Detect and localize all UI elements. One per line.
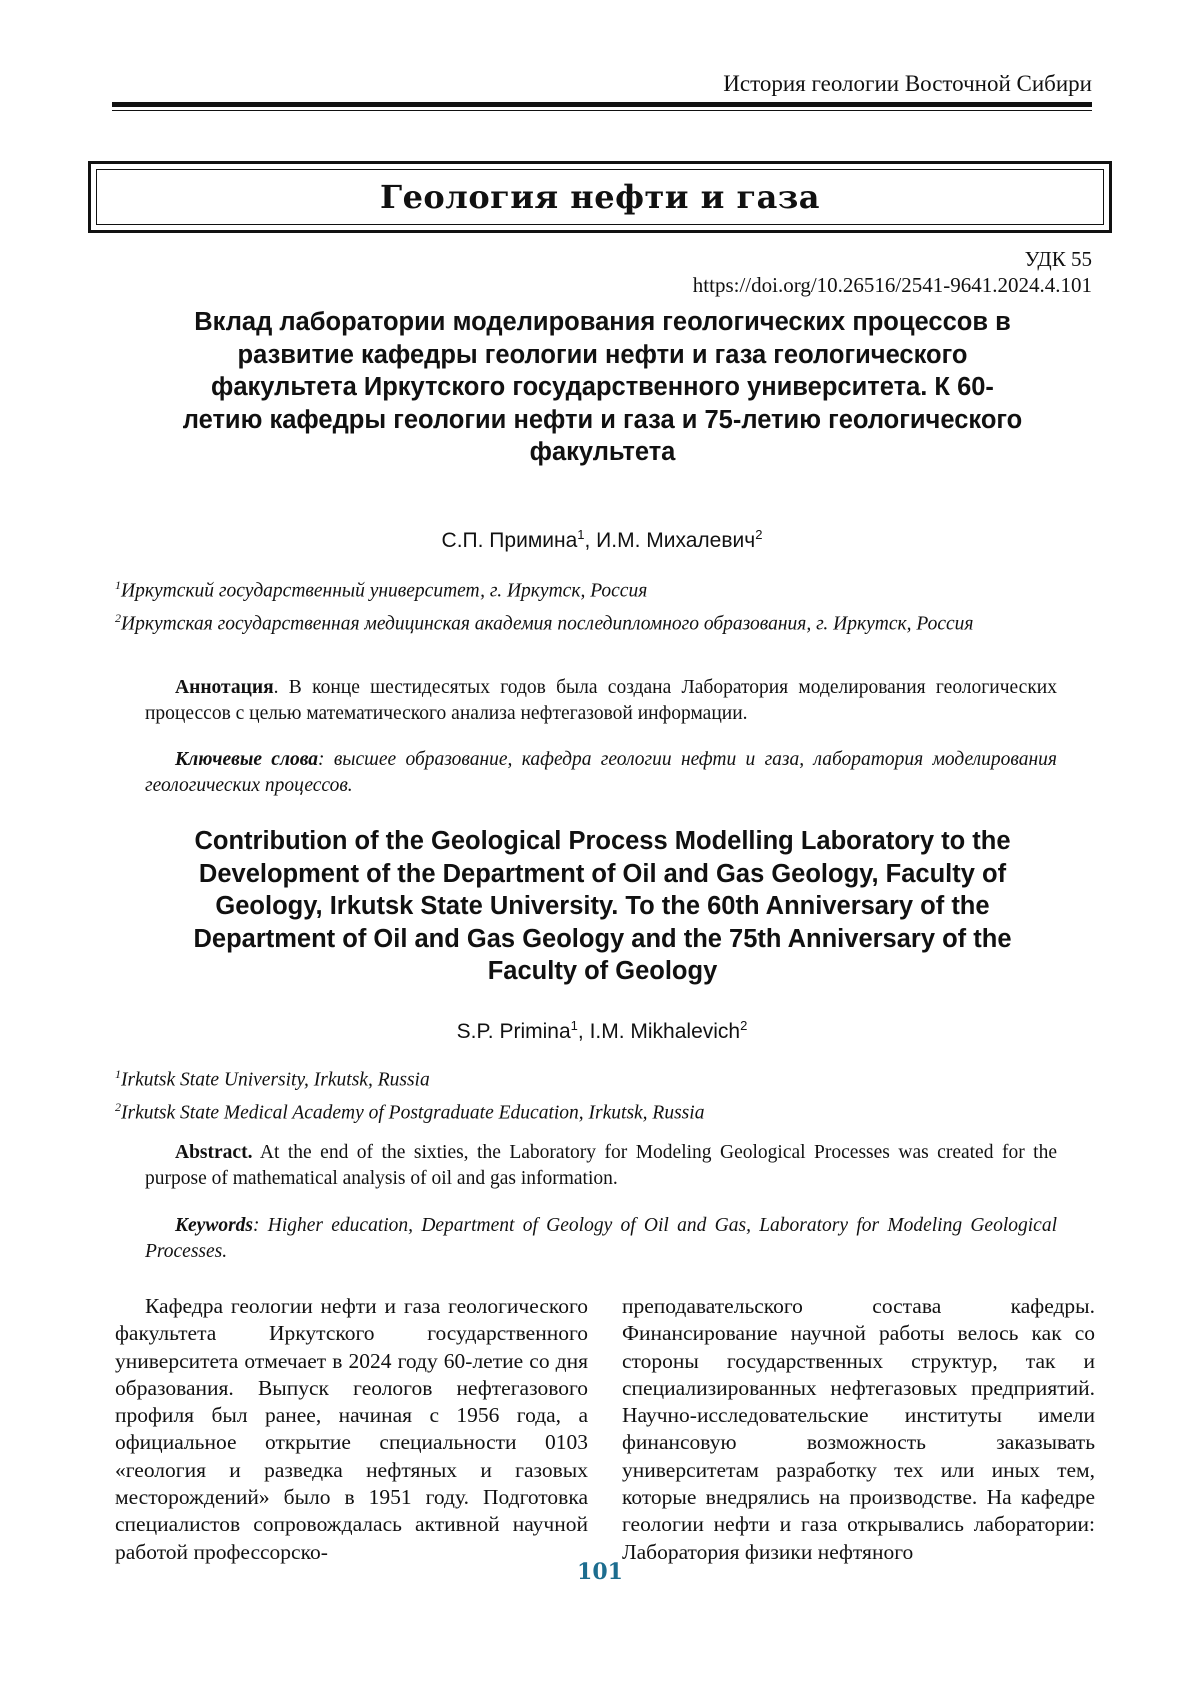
abstract-ru <box>145 675 1057 727</box>
keywords-label: Ключевые слова <box>175 749 319 770</box>
author-separator: , <box>577 1020 590 1043</box>
affiliation-text: Иркутская государственная медицинская академия последипломного образования, г. Иркутск, Россия <box>121 613 974 634</box>
affiliations-en <box>115 1061 1092 1126</box>
header-rule <box>112 102 1092 107</box>
body-paragraph: преподавательского состава кафедры. Финансирование научной работы велось как со стороны государственных структур, так и специализированных нефтегазовых предприятий. Научно-исследовательские институты имели финансовую возможность заказывать университетам разработку тех или иных тем, которые внедрялись на производстве. На кафедре геологии нефти и газа открывались лаборатории: Лаборатория физики нефтяного <box>622 1294 1095 1564</box>
article-title-en <box>130 825 1075 988</box>
affiliation-item <box>115 1094 1092 1127</box>
keywords-text: : Higher education, Department of Geology of Oil and Gas, Laboratory for Modeling Geological Processes. <box>145 1215 1057 1262</box>
keywords-text: : высшее образование, кафедра геологии нефти и газа, лаборатория моделирования геологических процессов. <box>145 749 1057 796</box>
keywords-en <box>145 1213 1057 1265</box>
affiliation-text: Иркутский государственный университет, г. Иркутск, Россия <box>121 580 648 602</box>
author-name: S.P. Primina <box>456 1020 571 1043</box>
affiliations-ru <box>115 572 1092 637</box>
section-title: Геология нефти и газа <box>379 178 821 216</box>
body-paragraph: Кафедра геологии нефти и газа геологического факультета Иркутского государственного университета отмечает в 2024 году 60-летие со дня образования. Выпуск геологов нефтегазового профиля был ранее, начиная с 1956 года, а официальное открытие специальности 0103 «геология и разведка нефтяных и газовых месторождений» было в 1951 году. Подготовка специалистов сопровождалась активной научной работой профессорско- <box>115 1294 588 1564</box>
author-affiliation-mark: 1 <box>577 527 585 542</box>
title-line: Department of Oil and Gas Geology and the 75th Anniversary of the <box>193 924 1012 953</box>
section-banner <box>88 161 1112 233</box>
title-line: Geology, Irkutsk State University. To the 60th Anniversary of the <box>215 892 990 920</box>
affiliation-mark: 1 <box>115 578 121 592</box>
body-column-right <box>622 1293 1095 1566</box>
udc-code: УДК 55 <box>1024 247 1092 271</box>
abstract-text: . В конце шестидесятых годов была создана Лаборатория моделирования геологических процессов с целью математического анализа нефтегазовой информации. <box>145 677 1057 724</box>
header-rule-thin <box>112 110 1092 111</box>
author-name: С.П. Примина <box>441 529 578 552</box>
affiliation-mark: 2 <box>115 1099 121 1114</box>
affiliation-mark: 1 <box>115 1067 121 1081</box>
author-name: I.M. Mikhalevich <box>589 1020 741 1043</box>
abstract-label: Аннотация <box>175 677 274 698</box>
authors-ru <box>112 522 1092 554</box>
keywords-label: Keywords <box>175 1215 253 1236</box>
author-separator: , <box>584 529 597 552</box>
title-line: летию кафедры геологии нефти и газа и 75-летию геологического <box>182 405 1023 434</box>
abstract-label: Abstract. <box>175 1142 253 1163</box>
title-line: Contribution of the Geological Process Modelling Laboratory to the <box>194 827 1011 855</box>
affiliation-item <box>115 605 1092 638</box>
article-title-ru <box>130 306 1075 469</box>
title-line: факультета Иркутского государственного университета. К 60- <box>211 373 994 401</box>
affiliation-text: Irkutsk State Medical Academy of Postgraduate Education, Irkutsk, Russia <box>121 1102 705 1123</box>
page-number: 101 <box>577 1559 623 1585</box>
abstract-text: At the end of the sixties, the Laboratory for Modeling Geological Processes was created for the purpose of mathematical analysis of oil and gas information. <box>145 1142 1057 1189</box>
abstract-en <box>145 1140 1057 1192</box>
author-name: И.М. Михалевич <box>596 529 756 552</box>
title-line: Вклад лаборатории моделирования геологических процессов в <box>194 308 1011 336</box>
title-line: развитие кафедры геологии нефти и газа геологического <box>237 340 968 369</box>
title-line: Faculty of Geology <box>487 957 718 985</box>
running-header: История геологии Восточной Сибири <box>723 71 1092 96</box>
title-line: факультета <box>529 438 676 466</box>
section-banner-inner <box>96 169 1104 225</box>
affiliation-item <box>115 572 1092 605</box>
author-affiliation-mark: 2 <box>740 1018 748 1033</box>
doi-link[interactable]: https://doi.org/10.26516/2541-9641.2024.4.101 <box>692 273 1092 297</box>
body-column-left <box>115 1293 588 1566</box>
affiliation-mark: 2 <box>115 610 121 625</box>
title-line: Development of the Department of Oil and Gas Geology, Faculty of <box>198 859 1007 888</box>
author-affiliation-mark: 1 <box>570 1018 578 1033</box>
authors-en <box>112 1013 1092 1045</box>
affiliation-item <box>115 1061 1092 1094</box>
affiliation-text: Irkutsk State University, Irkutsk, Russia <box>121 1069 430 1091</box>
author-affiliation-mark: 2 <box>755 527 763 542</box>
keywords-ru <box>145 747 1057 799</box>
